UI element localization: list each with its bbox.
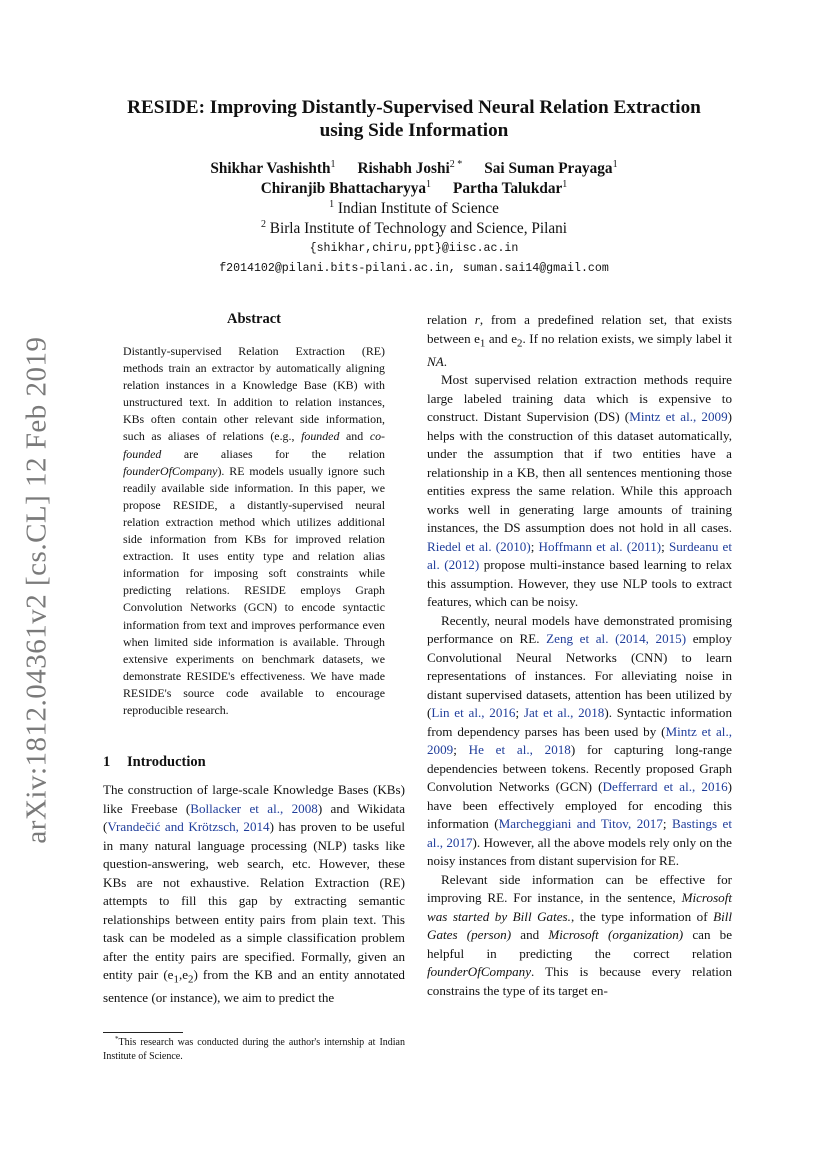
footnote-divider — [103, 1032, 183, 1033]
affiliation-1 — [100, 199, 728, 219]
citation-link[interactable]: He et al., 2018 — [468, 742, 571, 758]
author-affiliation-mark: 1 — [330, 159, 336, 170]
author-name: Rishabh Joshi — [357, 160, 450, 177]
author-block — [100, 159, 728, 279]
author-affiliation-mark: 2 * — [449, 159, 463, 170]
author-affiliation-mark: 1 — [612, 159, 618, 170]
paper-title — [100, 96, 728, 142]
affiliation-mark: 2 — [260, 219, 266, 230]
body-text: . This is because every relation constrains the type of its target en- — [427, 964, 732, 998]
section-title: Introduction — [127, 754, 206, 770]
footnote-body: This research was conducted during the author's internship at Indian Institute of Science. — [103, 1037, 405, 1062]
intro-text: The construction of large-scale Knowledge Bases (KBs) like Freebase ( — [103, 782, 405, 816]
author-name: Sai Suman Prayaga — [484, 160, 613, 177]
italic-text: NA — [427, 353, 444, 369]
email-line-1: {shikhar,chiru,ppt}@iisc.ac.in — [309, 242, 519, 255]
abstract-text: ). RE models usually ignore such readily available side information. In this paper, we propose RESIDE, a distantly-supervised neural relation extraction method which utilizes additional side information from KBs for improved relation extraction. It uses entity type and relation alias information for imposing soft constraints while predicting relations. RESIDE employs Graph Convolution Networks (GCN) to encode syntactic information from text and improves performance even when limited side information is available. Through extensive experiments on benchmark datasets, we demonstrate RESIDE's effectiveness. We have made RESIDE's source code available to encourage reproducible research. — [123, 463, 385, 717]
citation-link[interactable]: Mintz et al., 2009 — [427, 723, 732, 758]
body-text: ; — [515, 705, 524, 721]
italic-text: Microsoft (organization) — [548, 927, 684, 943]
italic-text: Microsoft was started by Bill Gates. — [427, 890, 732, 924]
author-name: Partha Talukdar — [453, 180, 563, 197]
abstract-heading: Abstract — [227, 311, 281, 327]
body-text: Most supervised relation extraction methods require large labeled training data which is expensive to construct. Distant Supervision (DS) ( — [427, 372, 732, 425]
authors-line-1 — [100, 159, 728, 179]
citation-link[interactable]: Defferrard et al., 2016 — [602, 779, 728, 795]
body-text: and e — [485, 330, 518, 346]
body-text: relation — [427, 312, 475, 327]
author-affiliation-mark: 1 — [562, 179, 568, 190]
section-heading-introduction — [103, 753, 206, 772]
body-text: . If no relation exists, we simply label it — [522, 330, 732, 346]
math-var: r — [474, 312, 480, 327]
subscript: 2 — [188, 973, 194, 986]
footnote — [103, 1036, 405, 1064]
arxiv-stamp-text: arXiv:1812.04361v2 [cs.CL] 12 Feb 2019 — [20, 336, 53, 844]
body-text: Relevant side information can be effective for improving RE. For instance, in the sentence, — [427, 871, 732, 906]
body-text: employ Convolutional Neural Networks (CNN) to learn representations of instances. For alleviating noise in distant supervised datasets, attention has been utilized by ( — [427, 631, 732, 721]
abstract-italic: co-founded — [123, 429, 385, 461]
intro-text: ,e — [178, 967, 189, 982]
subscript: 1 — [479, 337, 486, 350]
body-text: . — [443, 353, 448, 369]
body-text: ; — [530, 538, 539, 554]
paragraph-distant-supervision — [427, 371, 732, 612]
body-text: ; — [661, 538, 669, 554]
citation-link[interactable]: Surdeanu et al. (2012) — [427, 538, 732, 573]
citation-link[interactable]: Bollacker et al., 2008 — [190, 800, 318, 816]
body-text: ) helps with the construction of this dataset automatically, under the assumption that if two entities have a relationship in a KB, then all sentences mentioning those entities express the same relation. While this approach works well in generating large amounts of training instances, the DS assumption does not hold in all cases. — [427, 409, 732, 536]
paragraph-side-information — [427, 871, 732, 1001]
paragraph-continued — [427, 311, 732, 371]
citation-link[interactable]: Jat et al., 2018 — [523, 705, 605, 721]
body-text: , the type information of — [570, 908, 714, 924]
citation-link[interactable]: Vrandečić and Krötzsch, 2014 — [107, 819, 270, 834]
subscript: 2 — [517, 337, 523, 350]
citation-link[interactable]: Lin et al., 2016 — [431, 705, 516, 721]
author-affiliation-mark: 1 — [426, 179, 432, 190]
body-text: ) for capturing long-range dependencies between tokens. Recently proposed Graph Convolution Networks (GCN) ( — [427, 742, 732, 795]
affiliation-2 — [100, 219, 728, 239]
right-column-text — [427, 311, 732, 1000]
intro-text: ) and Wikidata ( — [103, 800, 406, 834]
subscript: 1 — [173, 973, 179, 986]
intro-text: ) from the KB and an entity annotated sentence (or instance), we aim to predict the — [103, 967, 405, 1006]
citation-link[interactable]: Hoffmann et al. (2011) — [538, 538, 662, 554]
italic-text: founderOfCompany — [427, 964, 532, 980]
abstract-body — [123, 343, 385, 719]
intro-text: ) has proven to be useful in many natural language processing (NLP) tasks like question-answering, web search, etc. However, these KBs are not exhaustive. Relation Extraction (RE) attempts to fill this gap by extracting semantic relationships between entity pairs from plain text. This task can be modeled as a simple classification problem after the entity pairs are specified. Formally, given an entity pair (e — [103, 819, 405, 982]
abstract-text: and — [339, 429, 370, 444]
body-text: ; — [453, 742, 469, 758]
italic-text: Bill Gates (person) — [427, 908, 733, 943]
citation-link[interactable]: Marcheggiani and Titov, 2017 — [498, 816, 663, 832]
body-text: ; — [662, 816, 672, 832]
citation-link[interactable]: Riedel et al. (2010) — [427, 538, 531, 554]
affiliation-text: Birla Institute of Technology and Science, Pilani — [269, 220, 568, 237]
affiliation-text: Indian Institute of Science — [337, 200, 499, 217]
abstract-paragraph — [123, 343, 385, 719]
body-text: propose multi-instance based learning to relax this assumption. However, they use NLP tools to extract features, which can be noisy. — [427, 557, 732, 610]
citation-link[interactable]: Bastings et al., 2017 — [427, 816, 732, 850]
body-text: ) have been effectively employed for encoding this information ( — [427, 779, 732, 832]
citation-link[interactable]: Zeng et al. (2014, 2015) — [546, 631, 687, 647]
footnote-text — [103, 1036, 405, 1064]
author-name: Chiranjib Bhattacharyya — [260, 180, 427, 197]
paragraph-neural-models — [427, 612, 732, 871]
abstract-text: Distantly-supervised Relation Extraction (RE) methods train an extractor by automatically aligning relation instances in a Knowledge Base (KB) with unstructured text. In addition to relation instances, KBs often contain other relevant side information, such as aliases of relations (e.g., — [123, 344, 385, 444]
abstract-text: are aliases for the relation — [161, 446, 385, 461]
citation-link[interactable]: Mintz et al., 2009 — [629, 409, 728, 425]
author-name: Shikhar Vashishth — [210, 160, 331, 177]
body-text: can be helpful in predicting the correct relation — [427, 927, 733, 961]
section-number: 1 — [103, 754, 111, 770]
email-line-2: f2014102@pilani.bits-pilani.ac.in, suman.sai14@gmail.com — [219, 262, 609, 275]
intro-paragraph — [103, 781, 405, 1008]
abstract-italic: founderOfCompany — [123, 463, 218, 478]
body-text: ). However, all the above models rely only on the noisy instances from distant supervision for RE. — [427, 834, 732, 869]
authors-line-2 — [100, 179, 728, 199]
affiliation-mark: 1 — [329, 199, 335, 210]
body-text: and — [511, 927, 549, 943]
abstract-italic: founded — [301, 429, 340, 444]
body-text: , from a predefined relation set, that exists between e — [427, 312, 733, 346]
title-line-1: RESIDE: Improving Distantly-Supervised Neural Relation Extraction — [127, 97, 701, 118]
body-text: Recently, neural models have demonstrated promising performance on RE. — [427, 612, 732, 647]
title-line-2: using Side Information — [319, 120, 509, 141]
introduction-body — [103, 781, 405, 1008]
body-text: ). Syntactic information from dependency parses has been used by ( — [427, 705, 733, 739]
footnote-mark: * — [115, 1035, 119, 1043]
